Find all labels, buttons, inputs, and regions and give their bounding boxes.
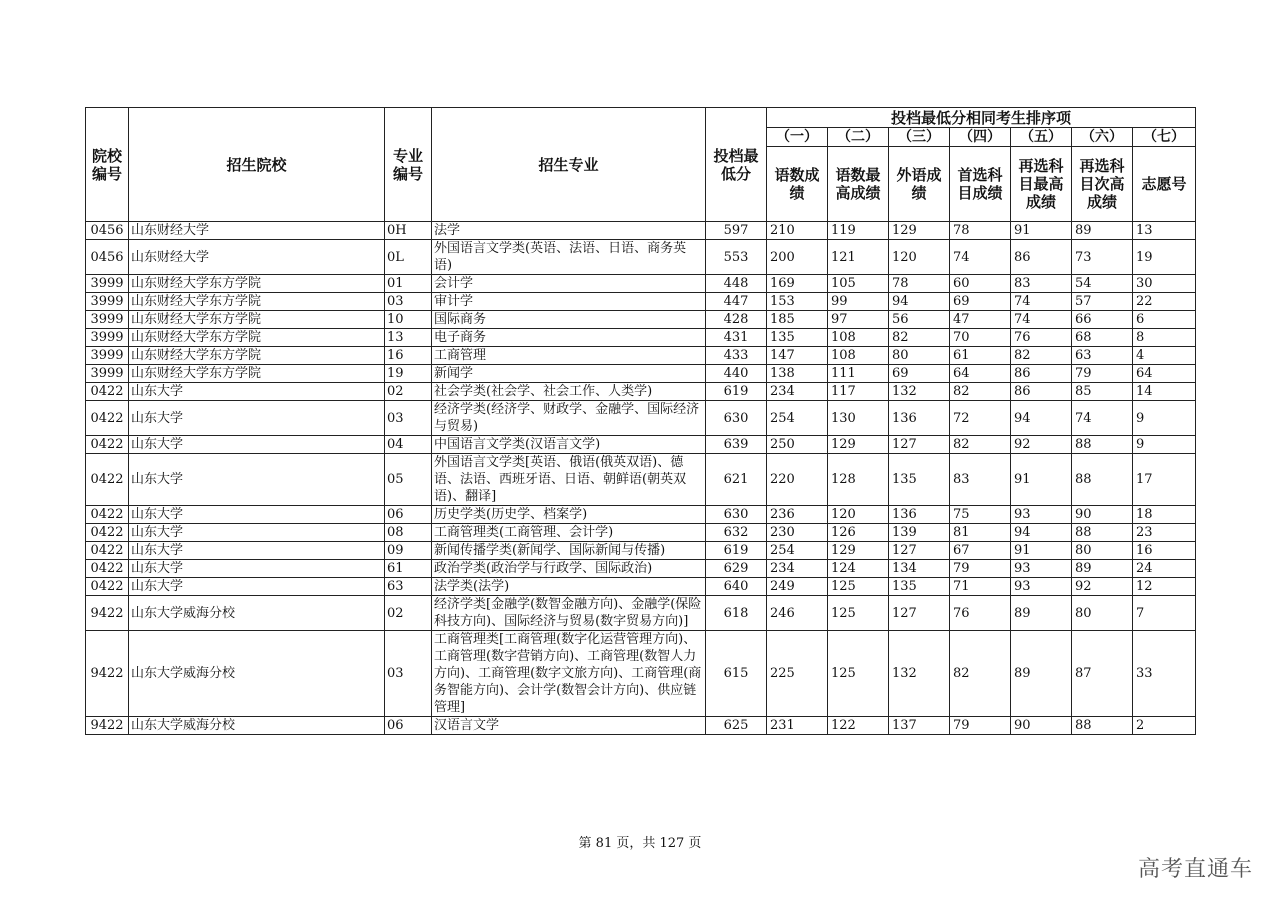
score-cell: 93 xyxy=(1011,578,1072,596)
score-cell: 132 xyxy=(889,383,950,401)
score-cell: 68 xyxy=(1072,329,1133,347)
table-row xyxy=(86,524,1196,542)
score-cell: 81 xyxy=(950,524,1011,542)
header-sub-num: （二） xyxy=(828,128,889,147)
score-cell: 82 xyxy=(950,436,1011,454)
score-cell: 135 xyxy=(889,578,950,596)
score-cell: 119 xyxy=(828,222,889,240)
score-cell: 94 xyxy=(1011,524,1072,542)
score-cell: 250 xyxy=(767,436,828,454)
major-code-cell: 09 xyxy=(385,542,432,560)
major-code-cell: 0H xyxy=(385,222,432,240)
school-name-cell: 山东财经大学东方学院 xyxy=(129,293,385,311)
min-score-cell: 629 xyxy=(706,560,767,578)
major-name-cell: 新闻学 xyxy=(432,365,706,383)
table-row xyxy=(86,329,1196,347)
school-code-cell: 0422 xyxy=(86,524,129,542)
major-name-cell: 法学 xyxy=(432,222,706,240)
score-cell: 66 xyxy=(1072,311,1133,329)
header-sub-label: 再选科目次高成绩 xyxy=(1072,147,1133,222)
score-cell: 75 xyxy=(950,506,1011,524)
school-code-cell: 3999 xyxy=(86,311,129,329)
table-row xyxy=(86,631,1196,717)
major-name-cell: 审计学 xyxy=(432,293,706,311)
header-sub-label: 外语成绩 xyxy=(889,147,950,222)
score-cell: 129 xyxy=(828,542,889,560)
score-cell: 124 xyxy=(828,560,889,578)
header-sub-label: 首选科目成绩 xyxy=(950,147,1011,222)
school-name-cell: 山东大学 xyxy=(129,524,385,542)
school-name-cell: 山东大学 xyxy=(129,383,385,401)
major-name-cell: 会计学 xyxy=(432,275,706,293)
major-code-cell: 08 xyxy=(385,524,432,542)
school-code-cell: 0422 xyxy=(86,578,129,596)
score-cell: 60 xyxy=(950,275,1011,293)
watermark-text: 高考直通车 xyxy=(1138,857,1254,882)
table-row xyxy=(86,222,1196,240)
score-cell: 22 xyxy=(1133,293,1196,311)
score-cell: 79 xyxy=(950,560,1011,578)
school-name-cell: 山东财经大学东方学院 xyxy=(129,347,385,365)
score-cell: 23 xyxy=(1133,524,1196,542)
major-code-cell: 04 xyxy=(385,436,432,454)
score-cell: 71 xyxy=(950,578,1011,596)
score-cell: 16 xyxy=(1133,542,1196,560)
score-cell: 130 xyxy=(828,401,889,436)
header-min-score: 投档最低分 xyxy=(706,108,767,222)
score-cell: 47 xyxy=(950,311,1011,329)
score-cell: 54 xyxy=(1072,275,1133,293)
min-score-cell: 640 xyxy=(706,578,767,596)
score-cell: 99 xyxy=(828,293,889,311)
major-name-cell: 工商管理 xyxy=(432,347,706,365)
school-code-cell: 0422 xyxy=(86,560,129,578)
school-code-cell: 0422 xyxy=(86,383,129,401)
header-sub-label: 语数最高成绩 xyxy=(828,147,889,222)
score-cell: 17 xyxy=(1133,454,1196,506)
score-cell: 147 xyxy=(767,347,828,365)
score-cell: 128 xyxy=(828,454,889,506)
score-cell: 236 xyxy=(767,506,828,524)
score-cell: 120 xyxy=(889,240,950,275)
score-cell: 79 xyxy=(1072,365,1133,383)
score-cell: 234 xyxy=(767,560,828,578)
score-cell: 94 xyxy=(1011,401,1072,436)
score-cell: 231 xyxy=(767,717,828,735)
score-cell: 153 xyxy=(767,293,828,311)
major-name-cell: 国际商务 xyxy=(432,311,706,329)
major-code-cell: 06 xyxy=(385,717,432,735)
score-cell: 249 xyxy=(767,578,828,596)
score-cell: 24 xyxy=(1133,560,1196,578)
score-cell: 135 xyxy=(767,329,828,347)
score-cell: 127 xyxy=(889,542,950,560)
score-cell: 89 xyxy=(1011,596,1072,631)
min-score-cell: 433 xyxy=(706,347,767,365)
score-cell: 135 xyxy=(889,454,950,506)
major-code-cell: 05 xyxy=(385,454,432,506)
score-cell: 137 xyxy=(889,717,950,735)
page-number: 第 81 页，共 127 页 xyxy=(578,836,702,851)
score-cell: 97 xyxy=(828,311,889,329)
score-cell: 56 xyxy=(889,311,950,329)
score-cell: 79 xyxy=(950,717,1011,735)
min-score-cell: 428 xyxy=(706,311,767,329)
major-name-cell: 法学类(法学) xyxy=(432,578,706,596)
score-cell: 69 xyxy=(889,365,950,383)
score-cell: 80 xyxy=(1072,542,1133,560)
score-cell: 88 xyxy=(1072,717,1133,735)
score-cell: 129 xyxy=(828,436,889,454)
score-cell: 6 xyxy=(1133,311,1196,329)
score-cell: 86 xyxy=(1011,365,1072,383)
score-cell: 125 xyxy=(828,596,889,631)
header-school-code: 院校编号 xyxy=(86,108,129,222)
table-row xyxy=(86,578,1196,596)
major-name-cell: 新闻传播学类(新闻学、国际新闻与传播) xyxy=(432,542,706,560)
min-score-cell: 440 xyxy=(706,365,767,383)
score-cell: 2 xyxy=(1133,717,1196,735)
score-cell: 74 xyxy=(1011,293,1072,311)
score-cell: 78 xyxy=(950,222,1011,240)
school-code-cell: 0422 xyxy=(86,436,129,454)
score-cell: 94 xyxy=(889,293,950,311)
score-cell: 76 xyxy=(950,596,1011,631)
score-cell: 64 xyxy=(1133,365,1196,383)
major-code-cell: 13 xyxy=(385,329,432,347)
school-name-cell: 山东大学威海分校 xyxy=(129,717,385,735)
table-row xyxy=(86,240,1196,275)
score-cell: 126 xyxy=(828,524,889,542)
score-cell: 125 xyxy=(828,578,889,596)
header-sub-num: （五） xyxy=(1011,128,1072,147)
major-code-cell: 10 xyxy=(385,311,432,329)
major-code-cell: 02 xyxy=(385,596,432,631)
score-cell: 91 xyxy=(1011,222,1072,240)
header-major-name: 招生专业 xyxy=(432,108,706,222)
score-cell: 67 xyxy=(950,542,1011,560)
school-code-cell: 0456 xyxy=(86,222,129,240)
score-cell: 74 xyxy=(950,240,1011,275)
score-cell: 246 xyxy=(767,596,828,631)
major-code-cell: 06 xyxy=(385,506,432,524)
min-score-cell: 597 xyxy=(706,222,767,240)
score-cell: 19 xyxy=(1133,240,1196,275)
admission-score-table xyxy=(85,107,1196,735)
score-cell: 127 xyxy=(889,596,950,631)
major-code-cell: 0L xyxy=(385,240,432,275)
score-cell: 7 xyxy=(1133,596,1196,631)
table-row xyxy=(86,401,1196,436)
score-cell: 86 xyxy=(1011,383,1072,401)
min-score-cell: 618 xyxy=(706,596,767,631)
score-cell: 185 xyxy=(767,311,828,329)
score-cell: 12 xyxy=(1133,578,1196,596)
table-row xyxy=(86,560,1196,578)
score-cell: 111 xyxy=(828,365,889,383)
score-cell: 136 xyxy=(889,506,950,524)
school-code-cell: 3999 xyxy=(86,347,129,365)
header-tie-break-group: 投档最低分相同考生排序项 xyxy=(767,108,1196,128)
min-score-cell: 632 xyxy=(706,524,767,542)
score-cell: 210 xyxy=(767,222,828,240)
score-cell: 64 xyxy=(950,365,1011,383)
table-row xyxy=(86,365,1196,383)
school-name-cell: 山东大学 xyxy=(129,578,385,596)
school-code-cell: 0422 xyxy=(86,454,129,506)
school-code-cell: 0422 xyxy=(86,542,129,560)
school-code-cell: 3999 xyxy=(86,365,129,383)
school-code-cell: 9422 xyxy=(86,631,129,717)
score-cell: 254 xyxy=(767,401,828,436)
major-name-cell: 工商管理类(工商管理、会计学) xyxy=(432,524,706,542)
table-row xyxy=(86,436,1196,454)
school-name-cell: 山东财经大学东方学院 xyxy=(129,311,385,329)
score-cell: 234 xyxy=(767,383,828,401)
score-cell: 108 xyxy=(828,347,889,365)
min-score-cell: 621 xyxy=(706,454,767,506)
score-cell: 230 xyxy=(767,524,828,542)
score-cell: 83 xyxy=(1011,275,1072,293)
table-row xyxy=(86,293,1196,311)
major-name-cell: 中国语言文学类(汉语言文学) xyxy=(432,436,706,454)
min-score-cell: 431 xyxy=(706,329,767,347)
table-row xyxy=(86,596,1196,631)
major-name-cell: 历史学类(历史学、档案学) xyxy=(432,506,706,524)
min-score-cell: 619 xyxy=(706,542,767,560)
score-cell: 117 xyxy=(828,383,889,401)
school-code-cell: 3999 xyxy=(86,329,129,347)
major-code-cell: 61 xyxy=(385,560,432,578)
major-code-cell: 02 xyxy=(385,383,432,401)
major-name-cell: 经济学类[金融学(数智金融方向)、金融学(保险科技方向)、国际经济与贸易(数字贸易方向)] xyxy=(432,596,706,631)
score-cell: 120 xyxy=(828,506,889,524)
school-name-cell: 山东大学 xyxy=(129,560,385,578)
school-code-cell: 0422 xyxy=(86,506,129,524)
header-sub-label: 语数成绩 xyxy=(767,147,828,222)
score-cell: 63 xyxy=(1072,347,1133,365)
table-row xyxy=(86,542,1196,560)
header-sub-label: 志愿号 xyxy=(1133,147,1196,222)
major-name-cell: 外国语言文学类(英语、法语、日语、商务英语) xyxy=(432,240,706,275)
score-cell: 88 xyxy=(1072,454,1133,506)
score-cell: 82 xyxy=(950,631,1011,717)
table-row xyxy=(86,383,1196,401)
school-code-cell: 0422 xyxy=(86,401,129,436)
school-name-cell: 山东财经大学东方学院 xyxy=(129,275,385,293)
header-sub-label: 再选科目最高成绩 xyxy=(1011,147,1072,222)
score-cell: 89 xyxy=(1011,631,1072,717)
school-code-cell: 3999 xyxy=(86,275,129,293)
score-cell: 82 xyxy=(950,383,1011,401)
score-cell: 76 xyxy=(1011,329,1072,347)
school-name-cell: 山东大学 xyxy=(129,454,385,506)
score-cell: 129 xyxy=(889,222,950,240)
school-name-cell: 山东财经大学东方学院 xyxy=(129,365,385,383)
score-cell: 220 xyxy=(767,454,828,506)
score-cell: 132 xyxy=(889,631,950,717)
table-row xyxy=(86,311,1196,329)
major-name-cell: 电子商务 xyxy=(432,329,706,347)
min-score-cell: 553 xyxy=(706,240,767,275)
score-cell: 86 xyxy=(1011,240,1072,275)
score-cell: 74 xyxy=(1072,401,1133,436)
score-cell: 69 xyxy=(950,293,1011,311)
table-body xyxy=(86,222,1196,735)
school-code-cell: 9422 xyxy=(86,717,129,735)
header-school-name: 招生院校 xyxy=(129,108,385,222)
major-code-cell: 03 xyxy=(385,631,432,717)
score-cell: 85 xyxy=(1072,383,1133,401)
score-cell: 4 xyxy=(1133,347,1196,365)
score-cell: 122 xyxy=(828,717,889,735)
score-cell: 127 xyxy=(889,436,950,454)
header-sub-num: （七） xyxy=(1133,128,1196,147)
min-score-cell: 448 xyxy=(706,275,767,293)
score-cell: 87 xyxy=(1072,631,1133,717)
school-name-cell: 山东大学威海分校 xyxy=(129,596,385,631)
header-sub-num: （六） xyxy=(1072,128,1133,147)
school-code-cell: 3999 xyxy=(86,293,129,311)
score-cell: 14 xyxy=(1133,383,1196,401)
major-name-cell: 外国语言文学类[英语、俄语(俄英双语)、德语、法语、西班牙语、日语、朝鲜语(朝英双语)、翻译] xyxy=(432,454,706,506)
major-code-cell: 16 xyxy=(385,347,432,365)
major-name-cell: 工商管理类[工商管理(数字化运营管理方向)、工商管理(数字营销方向)、工商管理(数智人力方向)、工商管理(数字文旅方向)、工商管理(商务智能方向)、会计学(数智会计方向)、供应链管理] xyxy=(432,631,706,717)
score-cell: 93 xyxy=(1011,560,1072,578)
score-cell: 9 xyxy=(1133,401,1196,436)
school-code-cell: 9422 xyxy=(86,596,129,631)
score-cell: 80 xyxy=(889,347,950,365)
score-cell: 200 xyxy=(767,240,828,275)
score-cell: 138 xyxy=(767,365,828,383)
score-cell: 80 xyxy=(1072,596,1133,631)
score-cell: 136 xyxy=(889,401,950,436)
major-code-cell: 01 xyxy=(385,275,432,293)
score-cell: 57 xyxy=(1072,293,1133,311)
school-code-cell: 0456 xyxy=(86,240,129,275)
table-header xyxy=(86,108,1196,222)
score-cell: 61 xyxy=(950,347,1011,365)
major-name-cell: 经济学类(经济学、财政学、金融学、国际经济与贸易) xyxy=(432,401,706,436)
score-cell: 89 xyxy=(1072,560,1133,578)
score-cell: 82 xyxy=(889,329,950,347)
score-cell: 121 xyxy=(828,240,889,275)
min-score-cell: 639 xyxy=(706,436,767,454)
score-cell: 89 xyxy=(1072,222,1133,240)
school-name-cell: 山东大学威海分校 xyxy=(129,631,385,717)
table-row xyxy=(86,275,1196,293)
score-cell: 33 xyxy=(1133,631,1196,717)
score-cell: 9 xyxy=(1133,436,1196,454)
min-score-cell: 615 xyxy=(706,631,767,717)
score-cell: 73 xyxy=(1072,240,1133,275)
school-name-cell: 山东大学 xyxy=(129,401,385,436)
score-cell: 18 xyxy=(1133,506,1196,524)
header-sub-num: （四） xyxy=(950,128,1011,147)
school-name-cell: 山东大学 xyxy=(129,506,385,524)
score-cell: 74 xyxy=(1011,311,1072,329)
score-cell: 82 xyxy=(1011,347,1072,365)
score-cell: 8 xyxy=(1133,329,1196,347)
score-cell: 88 xyxy=(1072,524,1133,542)
score-cell: 108 xyxy=(828,329,889,347)
score-cell: 91 xyxy=(1011,542,1072,560)
min-score-cell: 619 xyxy=(706,383,767,401)
score-cell: 91 xyxy=(1011,454,1072,506)
header-major-code: 专业编号 xyxy=(385,108,432,222)
school-name-cell: 山东财经大学 xyxy=(129,240,385,275)
min-score-cell: 447 xyxy=(706,293,767,311)
score-cell: 70 xyxy=(950,329,1011,347)
score-cell: 169 xyxy=(767,275,828,293)
score-cell: 92 xyxy=(1072,578,1133,596)
major-code-cell: 03 xyxy=(385,401,432,436)
score-cell: 92 xyxy=(1011,436,1072,454)
score-cell: 225 xyxy=(767,631,828,717)
major-name-cell: 汉语言文学 xyxy=(432,717,706,735)
table-row xyxy=(86,717,1196,735)
school-name-cell: 山东财经大学东方学院 xyxy=(129,329,385,347)
score-cell: 254 xyxy=(767,542,828,560)
major-name-cell: 政治学类(政治学与行政学、国际政治) xyxy=(432,560,706,578)
score-cell: 139 xyxy=(889,524,950,542)
score-cell: 72 xyxy=(950,401,1011,436)
min-score-cell: 625 xyxy=(706,717,767,735)
school-name-cell: 山东大学 xyxy=(129,436,385,454)
header-sub-num: （一） xyxy=(767,128,828,147)
score-cell: 30 xyxy=(1133,275,1196,293)
major-code-cell: 19 xyxy=(385,365,432,383)
score-cell: 90 xyxy=(1072,506,1133,524)
table-row xyxy=(86,506,1196,524)
score-cell: 78 xyxy=(889,275,950,293)
header-sub-num: （三） xyxy=(889,128,950,147)
score-cell: 83 xyxy=(950,454,1011,506)
min-score-cell: 630 xyxy=(706,506,767,524)
school-name-cell: 山东财经大学 xyxy=(129,222,385,240)
score-cell: 125 xyxy=(828,631,889,717)
major-name-cell: 社会学类(社会学、社会工作、人类学) xyxy=(432,383,706,401)
table-row xyxy=(86,347,1196,365)
table-row xyxy=(86,454,1196,506)
major-code-cell: 03 xyxy=(385,293,432,311)
score-cell: 105 xyxy=(828,275,889,293)
score-cell: 93 xyxy=(1011,506,1072,524)
school-name-cell: 山东大学 xyxy=(129,542,385,560)
score-cell: 13 xyxy=(1133,222,1196,240)
score-cell: 90 xyxy=(1011,717,1072,735)
score-cell: 134 xyxy=(889,560,950,578)
score-cell: 88 xyxy=(1072,436,1133,454)
min-score-cell: 630 xyxy=(706,401,767,436)
major-code-cell: 63 xyxy=(385,578,432,596)
